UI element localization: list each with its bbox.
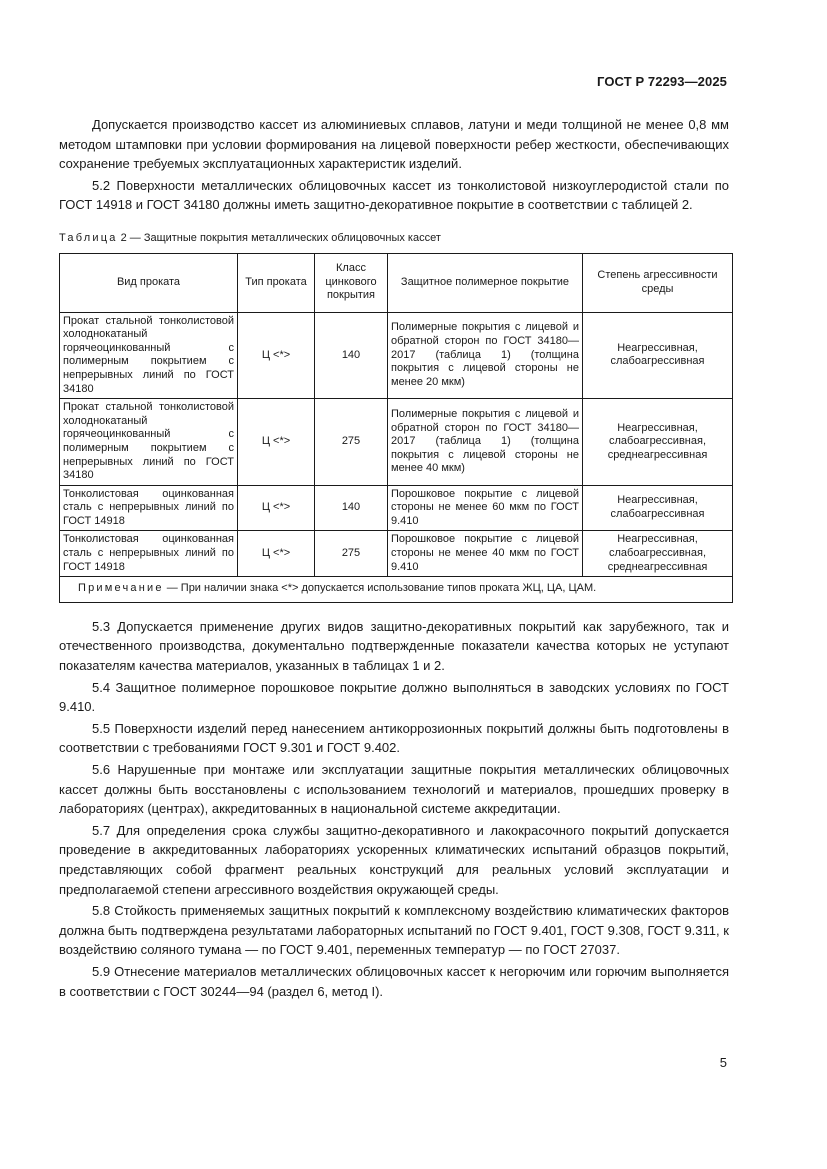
header-cell: Защитное полимерное покрытие [388,253,583,312]
cell-zinc: 140 [315,485,388,531]
cell-type: Прокат стальной тонколистовой холоднокатаный горячеоцинкованный с полимерным покрытием с непрерывных линий по ГОСТ 34180 [60,312,238,399]
coatings-table [59,253,733,603]
paragraph: 5.4 Защитное полимерное порошковое покрытие должно выполняться в заводских условиях по ГОСТ 9.410. [59,679,729,715]
header-cell: Класс цинкового покрытия [315,253,388,312]
cell-type: Прокат стальной тонколистовой холоднокатаный горячеоцинкованный с полимерным покрытием с непрерывных линий по ГОСТ 34180 [60,399,238,486]
table-row [60,531,733,577]
paragraph: 5.5 Поверхности изделий перед нанесением антикоррозионных покрытий должны быть подготовлены в соответствии с требованиями ГОСТ 9.301 и ГОСТ 9.402. [59,720,729,756]
cell-aggr: Неагрессивная, слабоагрессивная [583,485,733,531]
table-note-label: Примечание [78,582,164,595]
cell-kind: Ц <*> [238,531,315,577]
table-row [60,485,733,531]
table-row [60,399,733,486]
cell-kind: Ц <*> [238,485,315,531]
table-row [60,312,733,399]
header-cell: Вид проката [60,253,238,312]
header-cell: Степень агрессивности среды [583,253,733,312]
cell-aggr: Неагрессивная, слабоагрессивная [583,312,733,399]
table-caption [59,229,729,249]
cell-zinc: 140 [315,312,388,399]
cell-type: Тонколистовая оцинкованная сталь с непрерывных линий по ГОСТ 14918 [60,485,238,531]
paragraph: 5.9 Отнесение материалов металлических облицовочных кассет к негорючим или горючим выполняется в соответствии с ГОСТ 30244—94 (раздел 6, метод I). [59,963,729,999]
cell-aggr: Неагрессивная, слабоагрессивная, среднеагрессивная [583,399,733,486]
paragraph: 5.6 Нарушенные при монтаже или эксплуатации защитные покрытия металлических облицовочных кассет должны быть восстановлены с использованием технологий и материалов, прошедших проверку в лабораториях (центрах), аккредитованных в национальной системе аккредитации. [59,762,729,817]
table-note [60,577,733,603]
cell-polymer: Полимерные покрытия с лицевой и обратной сторон по ГОСТ 34180—2017 (таблица 1) (толщина покрытия с лицевой стороны не менее 40 мкм) [388,399,583,486]
paragraph: 5.7 Для определения срока службы защитно-декоративного и лакокрасочного покрытий допускается проведение в аккредитованных лабораториях ускоренных климатических испытаний образцов покрытий, представляющих собой фрагмент реальных конструкций для реальных условий эксплуатации и предполагаемой степени агрессивного воздействия окружающей среды. [59,822,729,897]
cell-kind: Ц <*> [238,399,315,486]
table-note-row [60,577,733,603]
cell-aggr: Неагрессивная, слабоагрессивная, среднеагрессивная [583,531,733,577]
cell-polymer: Порошковое покрытие с лицевой стороны не менее 40 мкм по ГОСТ 9.410 [388,531,583,577]
cell-polymer: Полимерные покрытия с лицевой и обратной сторон по ГОСТ 34180—2017 (таблица 1) (толщина покрытия с лицевой стороны не менее 20 мкм) [388,312,583,399]
table-note-text: — При наличии знака <*> допускается использование типов проката ЖЦ, ЦА, ЦАМ. [163,582,597,595]
page-number: 5 [719,1055,727,1070]
cell-kind: Ц <*> [238,312,315,399]
table-header-row [60,253,733,312]
paragraph: 5.3 Допускается применение других видов защитно-декоративных покрытий как зарубежного, так и отечественного производства, документально подтвержденные показатели качества которых не уступают показателям качества материалов, указанных в таблицах 1 и 2. [59,618,729,674]
header-cell: Тип проката [238,253,315,312]
table-caption-label: Таблица [59,231,118,244]
cell-zinc: 275 [315,399,388,486]
cell-zinc: 275 [315,531,388,577]
document-code: ГОСТ Р 72293—2025 [597,74,727,89]
paragraph: 5.2 Поверхности металлических облицовочных кассет из тонколистовой низкоуглеродистой стали по ГОСТ 14918 и ГОСТ 34180 должны иметь защитно-декоративное покрытие в соответствии с таблицей 2. [59,177,729,213]
cell-type: Тонколистовая оцинкованная сталь с непрерывных линий по ГОСТ 14918 [60,531,238,577]
paragraph: Допускается производство кассет из алюминиевых сплавов, латуни и меди толщиной не менее 0,8 мм методом штамповки при условии формирования на лицевой поверхности ребер жесткости, обеспечивающих сохранение требуемых эксплуатационных характеристик изделий. [59,117,729,172]
paragraphs-after [59,617,729,1001]
page-content [59,115,729,1003]
table-caption-text: 2 — Защитные покрытия металлических облицовочных кассет [117,231,441,244]
paragraph: 5.8 Стойкость применяемых защитных покрытий к комплексному воздействию климатических факторов должна быть подтверждена результатами лабораторных испытаний по ГОСТ 9.401, ГОСТ 9.308, ГОСТ 9.311, к воздействию соляного тумана — по ГОСТ 9.401, переменных температур — по ГОСТ 27037. [59,903,729,958]
cell-polymer: Порошковое покрытие с лицевой стороны не менее 60 мкм по ГОСТ 9.410 [388,485,583,531]
